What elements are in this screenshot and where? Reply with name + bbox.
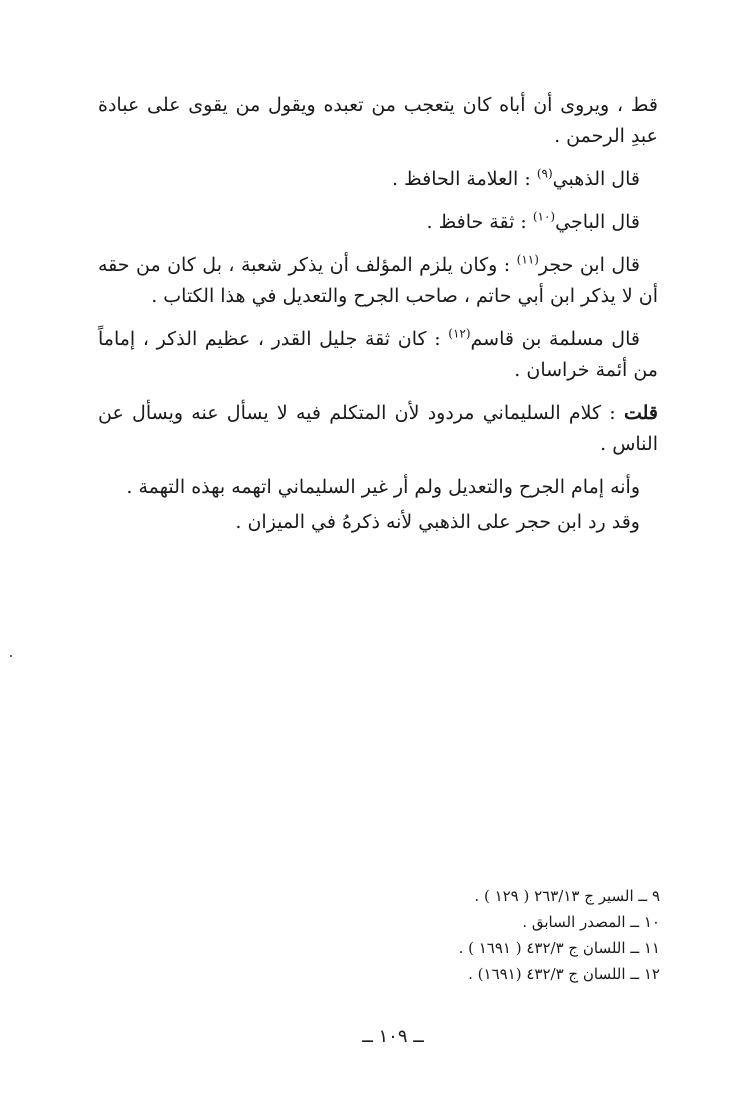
footnote-11: ١١ ــ اللسان ج ٤٣٢/٣ ( ١٦٩١ ) . [458,939,660,957]
footnote-9: ٩ ــ السير ج ٢٦٣/١٣ ( ١٢٩ ) . [474,887,660,905]
footnote-12: ١٢ ــ اللسان ج ٤٣٢/٣ (١٦٩١) . [468,965,660,983]
paragraph-qultu-rest: : كلام السليماني مردود لأن المتكلم فيه لا يسأل عنه ويسأل عن الناس . [98,402,658,455]
paragraph-radd [98,507,658,538]
scan-speck [10,655,12,657]
footnotes [300,883,660,987]
main-text [98,90,658,550]
paragraph-ibn-hajar [98,250,658,312]
footnote-ref-10: (١٠) [532,209,556,224]
paragraph-maslama [98,324,658,386]
paragraph-radd-text: وقد رد ابن حجر على الذهبي لأنه ذكرهُ في الميزان . [235,511,640,533]
paragraph-ibn-hajar-text: قال ابن حجر [538,254,640,276]
footnote-ref-11: (١١) [516,252,539,267]
paragraph-1-text: قط ، ويروى أن أباه كان يتعجب من تعبده ويقول من يقوى على عبادة عبدِ الرحمن . [98,94,658,147]
paragraph-dhahabi-text: قال الذهبي [552,168,640,190]
qultu-label: قلت [623,402,658,424]
paragraph-maslama-rest: : كان ثقة جليل القدر ، عظيم الذكر ، إماماً من أئمة خراسان . [98,328,658,381]
paragraph-qultu [98,398,658,460]
paragraph-imam [98,472,658,503]
paragraph-ibn-hajar-rest: : وكان يلزم المؤلف أن يذكر شعبة ، بل كان من حقه أن لا يذكر ابن أبي حاتم ، صاحب الجرح والتعديل في هذا الكتاب . [98,254,658,307]
footnote-ref-12: (١٢) [448,326,471,341]
paragraph-dhahabi [98,164,658,195]
footnote-ref-9: (٩) [536,166,553,181]
paragraph-baji-text: قال الباجي [555,211,640,233]
paragraph-baji-rest: : ثقة حافظ . [426,211,533,233]
paragraph-imam-text: وأنه إمام الجرح والتعديل ولم أر غير السليماني اتهمه بهذه التهمة . [126,476,640,498]
paragraph-dhahabi-rest: : العلامة الحافظ . [392,168,537,190]
paragraph-maslama-text: قال مسلمة بن قاسم [470,328,640,350]
paragraph-1 [98,90,658,152]
footnote-10: ١٠ ــ المصدر السابق . [522,913,660,931]
page-number: ــ ١٠٩ ــ [362,1026,424,1047]
paragraph-baji [98,207,658,238]
